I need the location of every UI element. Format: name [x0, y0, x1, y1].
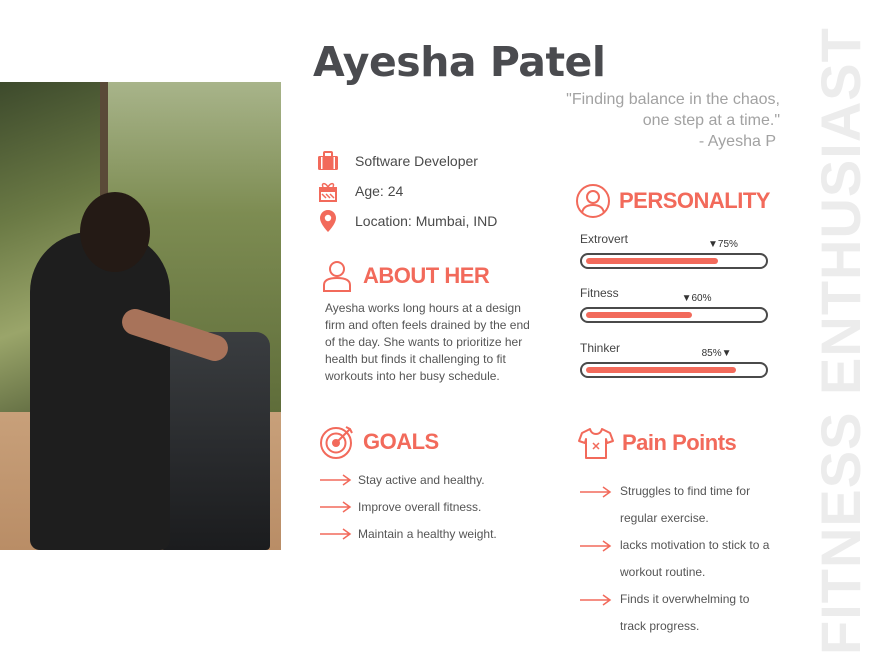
trait-fitness: [580, 286, 768, 304]
trait-bar: [580, 307, 768, 323]
photo-person: [30, 232, 170, 550]
trait-bar: [580, 362, 768, 378]
user-circle-icon: [575, 183, 611, 219]
pain-point-item: [580, 478, 790, 532]
pain-point-item: [580, 586, 790, 640]
info-occupation: [317, 150, 478, 172]
trait-percent: ▼75%: [708, 239, 738, 250]
goal-text: Maintain a healthy weight.: [358, 527, 497, 541]
personality-title: PERSONALITY: [619, 188, 770, 213]
arrow-right-icon: [320, 528, 352, 540]
trait-thinker: [580, 341, 768, 359]
trait-bar-fill: [586, 312, 692, 318]
info-location: [317, 210, 497, 232]
about-text: Ayesha works long hours at a design firm and often feels drained by the end of the day. She wants to prioritize her health but finds it challenging to fit workouts into her busy schedule.: [325, 301, 530, 383]
personality-heading: [575, 183, 770, 219]
location-text: Location: Mumbai, IND: [355, 213, 498, 229]
occupation-text: Software Developer: [355, 153, 478, 169]
quote-line-1: "Finding balance in the chaos,: [566, 91, 780, 108]
pain-points-heading: [578, 425, 736, 461]
pain-points-title: Pain Points: [622, 430, 737, 455]
trait-label: Fitness: [580, 286, 619, 300]
trait-extrovert: [580, 232, 768, 250]
photo-person-head: [80, 192, 150, 272]
goal-item: [320, 500, 481, 514]
trait-percent: ▼60%: [681, 293, 712, 304]
map-pin-icon: [317, 210, 339, 232]
trait-bar-fill: [586, 367, 736, 373]
trait-bar-fill: [586, 258, 718, 264]
quote-line-2: one step at a time.": [642, 112, 780, 129]
pain-point-item: [580, 532, 790, 586]
target-icon: [319, 424, 355, 460]
age-text: Age: 24: [355, 183, 404, 199]
info-age: [317, 180, 403, 202]
goals-title: GOALS: [363, 429, 439, 454]
arrow-right-icon: [320, 501, 352, 513]
trait-percent-value: 85%: [701, 348, 722, 359]
gift-icon: [317, 180, 339, 202]
about-heading: [319, 258, 489, 294]
profile-photo: [0, 82, 281, 550]
pain-point-text: Struggles to find time for regular exercise.: [620, 484, 751, 525]
goal-text: Stay active and healthy.: [358, 473, 485, 487]
goal-text: Improve overall fitness.: [358, 500, 482, 514]
pain-point-text: lacks motivation to stick to a workout routine.: [620, 538, 770, 579]
persona-quote: [520, 89, 780, 152]
person-outline-icon: [319, 258, 355, 294]
arrow-right-icon: [580, 486, 612, 498]
arrow-right-icon: [320, 474, 352, 486]
trait-percent: 85%▼: [701, 348, 732, 359]
trait-label: Thinker: [580, 341, 621, 355]
about-title: ABOUT HER: [363, 263, 490, 288]
persona-name: Ayesha Patel: [313, 38, 606, 86]
trait-percent-value: 75%: [717, 239, 738, 250]
trait-label: Extrovert: [580, 232, 629, 246]
pain-point-text: Finds it overwhelming to track progress.: [620, 592, 750, 633]
side-title: FITNESS ENTHUSIAST: [809, 27, 872, 655]
photo-elliptical-machine: [160, 332, 270, 550]
goal-item: [320, 473, 485, 487]
goals-heading: [319, 424, 439, 460]
shirt-icon: [578, 425, 614, 461]
trait-percent-value: 60%: [691, 293, 712, 304]
arrow-right-icon: [580, 540, 612, 552]
goal-item: [320, 527, 497, 541]
trait-bar: [580, 253, 768, 269]
quote-attribution: - Ayesha P: [698, 133, 776, 150]
arrow-right-icon: [580, 594, 612, 606]
briefcase-icon: [317, 150, 339, 172]
